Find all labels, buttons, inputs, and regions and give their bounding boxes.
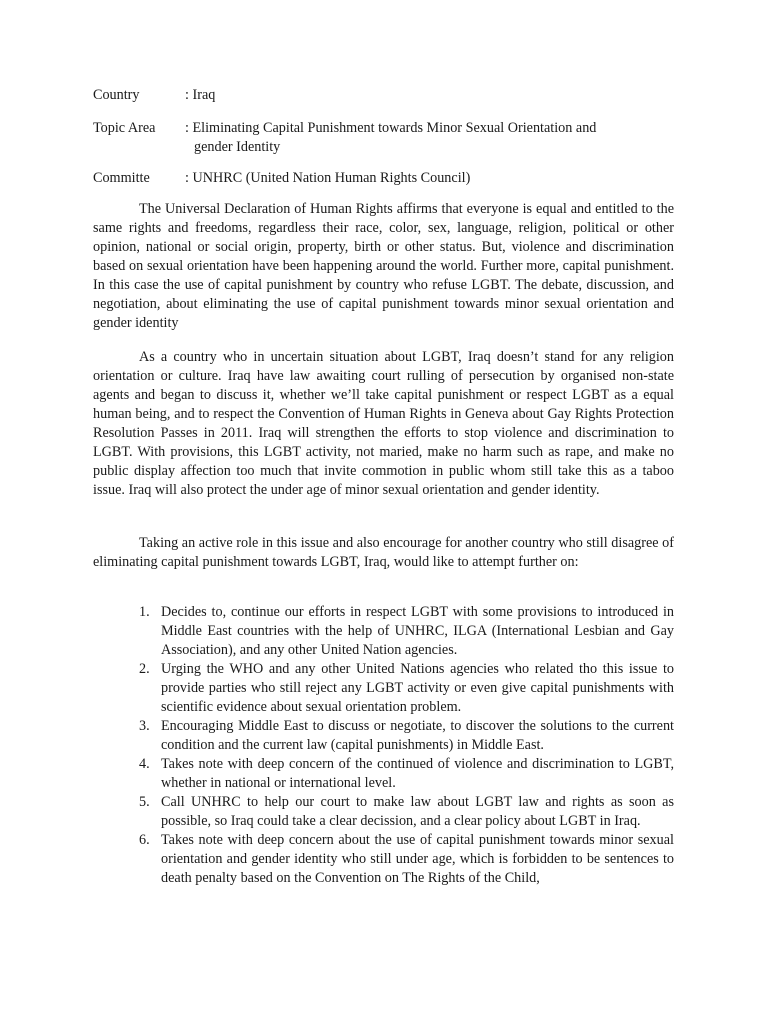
- country-label: Country: [93, 87, 140, 103]
- paragraph-intro: The Universal Declaration of Human Rights affirms that everyone is equal and entitled to the same rights and freedoms, regardless their race, color, sex, language, religion, political or other opinion, national or social origin, property, birth or other status. But, violence and discrimination based on sexual orientation have been happening around the world. Further more, capital punishment. In this case the use of capital punishment by country who refuse LGBT. The debate, discussion, and negotiation, about eliminating the use of capital punishment towards minor sexual orientation and gender identity: [93, 201, 674, 331]
- topic-value-line1: : Eliminating Capital Punishment towards Minor Sexual Orientation and: [185, 120, 597, 136]
- topic-label: Topic Area: [93, 120, 156, 136]
- list-item: [93, 603, 674, 660]
- paragraph-active-role: Taking an active role in this issue and also encourage for another country who still disagree of eliminating capital punishment towards LGBT, Iraq, would like to attempt further on:: [93, 535, 674, 570]
- list-item: [93, 660, 674, 717]
- list-item-text: Decides to, continue our efforts in respect LGBT with some provisions to introduced in Middle East countries with the help of UNHRC, ILGA (International Lesbian and Gay Association), and any other United Nation agencies.: [161, 604, 674, 658]
- list-item-number: 1.: [139, 604, 150, 620]
- list-item-text: Takes note with deep concern about the use of capital punishment towards minor sexual orientation and gender identity who still under age, which is forbidden to be sentences to death penalty based on the Convention on The Rights of the Child,: [161, 832, 674, 886]
- list-item: [93, 793, 674, 831]
- resolution-list: [93, 603, 674, 888]
- committee-value: : UNHRC (United Nation Human Rights Council): [185, 170, 471, 186]
- list-item-text: Takes note with deep concern of the continued of violence and discrimination to LGBT, whether in national or international level.: [161, 756, 674, 791]
- list-item: [93, 717, 674, 755]
- list-item-number: 2.: [139, 661, 150, 677]
- topic-value-line2: gender Identity: [194, 139, 281, 155]
- list-item-number: 3.: [139, 718, 150, 734]
- list-item: [93, 831, 674, 888]
- paragraph-iraq-position: As a country who in uncertain situation about LGBT, Iraq doesn’t stand for any religion orientation or culture. Iraq have law awaiting court rulling of persecution by organised non-state agents and began to discuss it, whether we’ll take capital punishment or respect LGBT as a equal human being, and to respect the Convention of Human Rights in Geneva about Gay Rights Protection Resolution Passes in 2011. Iraq will strengthen the efforts to stop violence and discrimination to LGBT. With provisions, this LGBT activity, not maried, make no harm such as rape, and make no public display affection too much that invite commotion in public whom still take this as a taboo issue. Iraq will also protect the under age of minor sexual orientation and gender identity.: [93, 349, 674, 498]
- list-item-text: Call UNHRC to help our court to make law about LGBT law and rights as soon as possible, so Iraq could take a clear decission, and a clear policy about LGBT in Iraq.: [161, 794, 674, 829]
- country-value: : Iraq: [185, 87, 216, 103]
- topic-value: [185, 119, 683, 157]
- list-item-text: Urging the WHO and any other United Nations agencies who related tho this issue to provide parties who still reject any LGBT activity or even give capital punishments with scientific evidence about sexual orientation problem.: [161, 661, 674, 715]
- list-item-number: 6.: [139, 832, 150, 848]
- list-item-number: 5.: [139, 794, 150, 810]
- list-item-number: 4.: [139, 756, 150, 772]
- committee-label: Committe: [93, 170, 150, 186]
- list-item-text: Encouraging Middle East to discuss or negotiate, to discover the solutions to the current condition and the current law (capital punishments) in Middle East.: [161, 718, 674, 753]
- list-item: [93, 755, 674, 793]
